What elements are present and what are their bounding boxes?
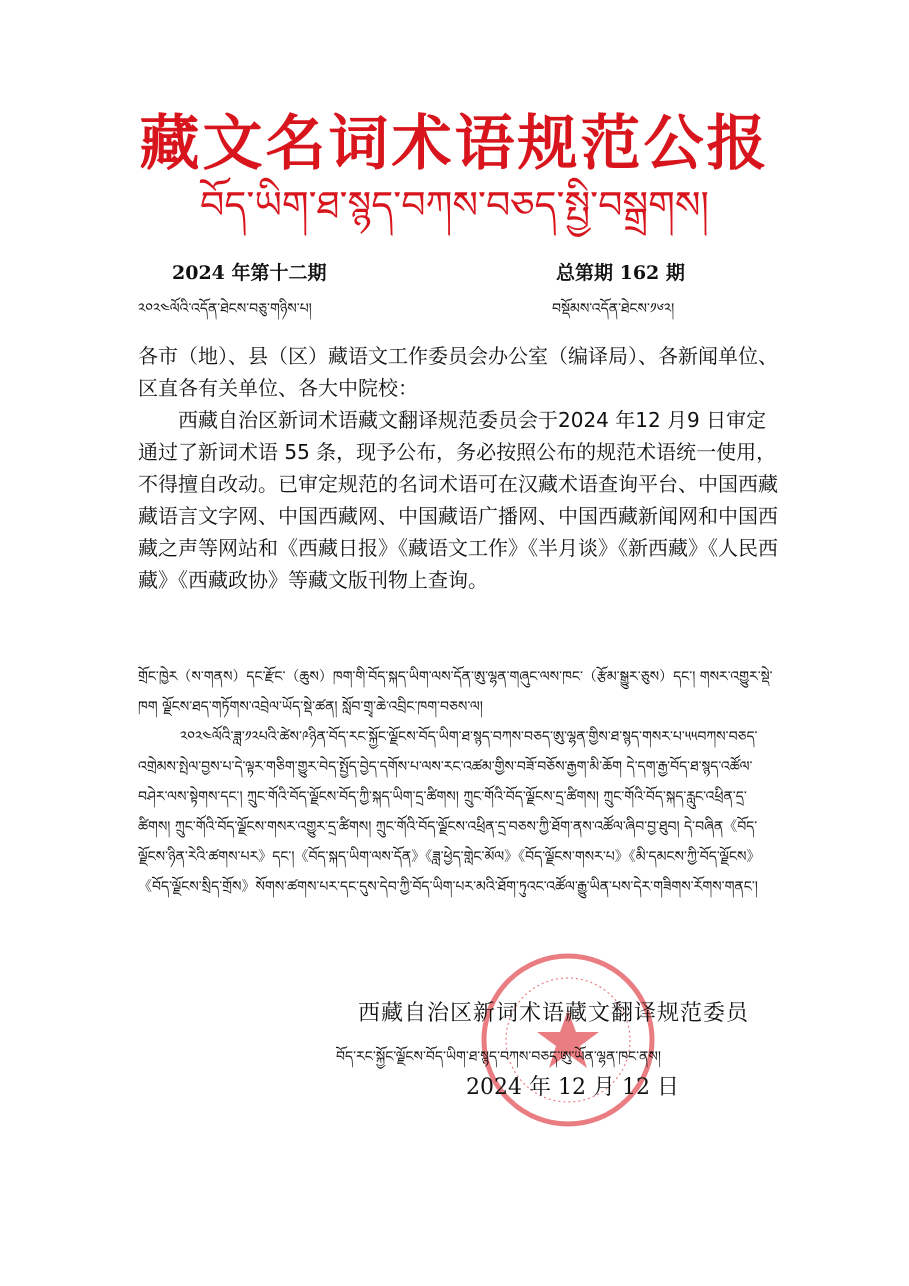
issue-date: 2024 年 12 月 12 日 (466, 1075, 679, 1100)
issuing-committee-name: 西藏自治区新词术语藏文翻译规范委员 (358, 1001, 750, 1026)
tibetan-notice-body (138, 662, 778, 902)
chinese-notice-paragraph: 西藏自治区新词术语藏文翻译规范委员会于2024 年12 月9 日审定通过了新词术语 55 条，现予公布，务必按照公布的规范术语统一使用，不得擅自改动。已审定规范的名词术语可在汉藏术语查询平台、中国西藏藏语言文字网、中国西藏网、中国藏语广播网、中国西藏新闻网和中国西藏之声等网站和《西藏日报》《藏语文工作》《半月谈》《新西藏》《人民西藏》《西藏政协》等藏文版刊物上查询。 (138, 408, 778, 592)
bulletin-title-chinese: 藏文名词术语规范公报 (139, 109, 770, 179)
issue-number-tibetan: ༢༠༢༤ལོའི་འདོན་ཐེངས་བཅུ་གཉིས་པ། (138, 301, 312, 317)
bulletin-title-tibetan: བོད་ཡིག་ཐ་སྙད་བཀས་བཅད་སྤྱི་བསྒྲགས། (199, 183, 709, 227)
issue-total-number: 总第期 162 期 (556, 262, 685, 284)
tibetan-addressee: གྲོང་ཁྱེར（ས་གནས）དང་རྫོང་（ཆུས）ཁག་གི་བོད་སྐད་ཡིག་ལས་དོན་ཨུ་ལྷན་གཞུང་ལས་ཁང་（རྩོམ་སྒྱུར་ཅུས）དང་། གསར་འགྱུར་སྡེ་ཁག ལྗོངས་ཐད་གཏོགས་འབྲེལ་ཡོད་སྡེ་ཚན། སློབ་གྲྭ་ཆེ་འབྲིང་ཁག་བཅས་ལ། (138, 669, 773, 715)
tibetan-notice-paragraph: ༢༠༢༤ལོའི་ཟླ་༡༢པའི་ཚེས་༩ཉིན་བོད་རང་སྐྱོང་ལྗོངས་བོད་ཡིག་ཐ་སྙད་བཀས་བཅད་ཨུ་ལྷན་གྱིས་ཐ་སྙད་གསར་པ་༥༥བཀས་བཅད་འགྲེམས་སྤེལ་བྱས་པ་དེ་ལྟར་གཅིག་གྱུར་བེད་སྤྱོད་བྱེད་དགོས་པ་ལས་རང་འཚམ་གྱིས་བཟོ་བཅོས་རྒྱག་མི་ཆོག དེ་དག་རྒྱ་བོད་ཐ་སྙད་འཚོལ་བཤེར་ལས་སྟེགས་དང་། ཀྲུང་གོའི་བོད་ལྗོངས་བོད་ཀྱི་སྐད་ཡིག་དྲ་ཚིགས། ཀྲུང་གོའི་བོད་ལྗོངས་དྲ་ཚིགས། ཀྲུང་གོའི་བོད་སྐད་རླུང་འཕྲིན་དྲ་ཚིགས། ཀྲུང་གོའི་བོད་ལྗོངས་གསར་འགྱུར་དྲ་ཚིགས། ཀྲུང་གོའི་བོད་ལྗོངས་འཕྲིན་དྲ་བཅས་ཀྱི་ཐོག་ནས་འཚོལ་ཞིབ་བྱ་ཐུབ། དེ་བཞིན《བོད་ལྗོངས་ཉིན་རེའི་ཚགས་པར》དང་།《བོད་སྐད་ཡིག་ལས་དོན》《ཟླ་ཕྱེད་གླེང་མོལ》《བོད་ལྗོངས་གསར་པ》《མི་དམངས་ཀྱི་བོད་ལྗོངས》《བོད་ལྗོངས་སྲིད་གྲོས》སོགས་ཚགས་པར་དང་དུས་དེབ་ཀྱི་བོད་ཡིག་པར་མའི་ཐོག་ཏུའང་འཚོལ་རྒྱུ་ཡིན་པས་དེར་གཟིགས་རོགས་གནང་། (138, 729, 761, 895)
issue-number: 2024 年第十二期 (172, 262, 327, 284)
chinese-addressee: 各市（地）、县（区）藏语文工作委员会办公室（编译局）、各新闻单位、区直各有关单位、各大中院校： (138, 344, 778, 400)
chinese-notice-body (138, 340, 778, 596)
issue-total-number-tibetan: བསྡོམས་འདོན་ཐེངས་༡༦༢། (552, 301, 675, 317)
issuing-committee-name-tibetan: བོད་རང་སྐྱོང་ལྗོངས་བོད་ཡིག་ཐ་སྙད་བཀས་བཅད་ཨུ་ཡོན་ལྷན་ཁང་ནས། (336, 1049, 661, 1065)
